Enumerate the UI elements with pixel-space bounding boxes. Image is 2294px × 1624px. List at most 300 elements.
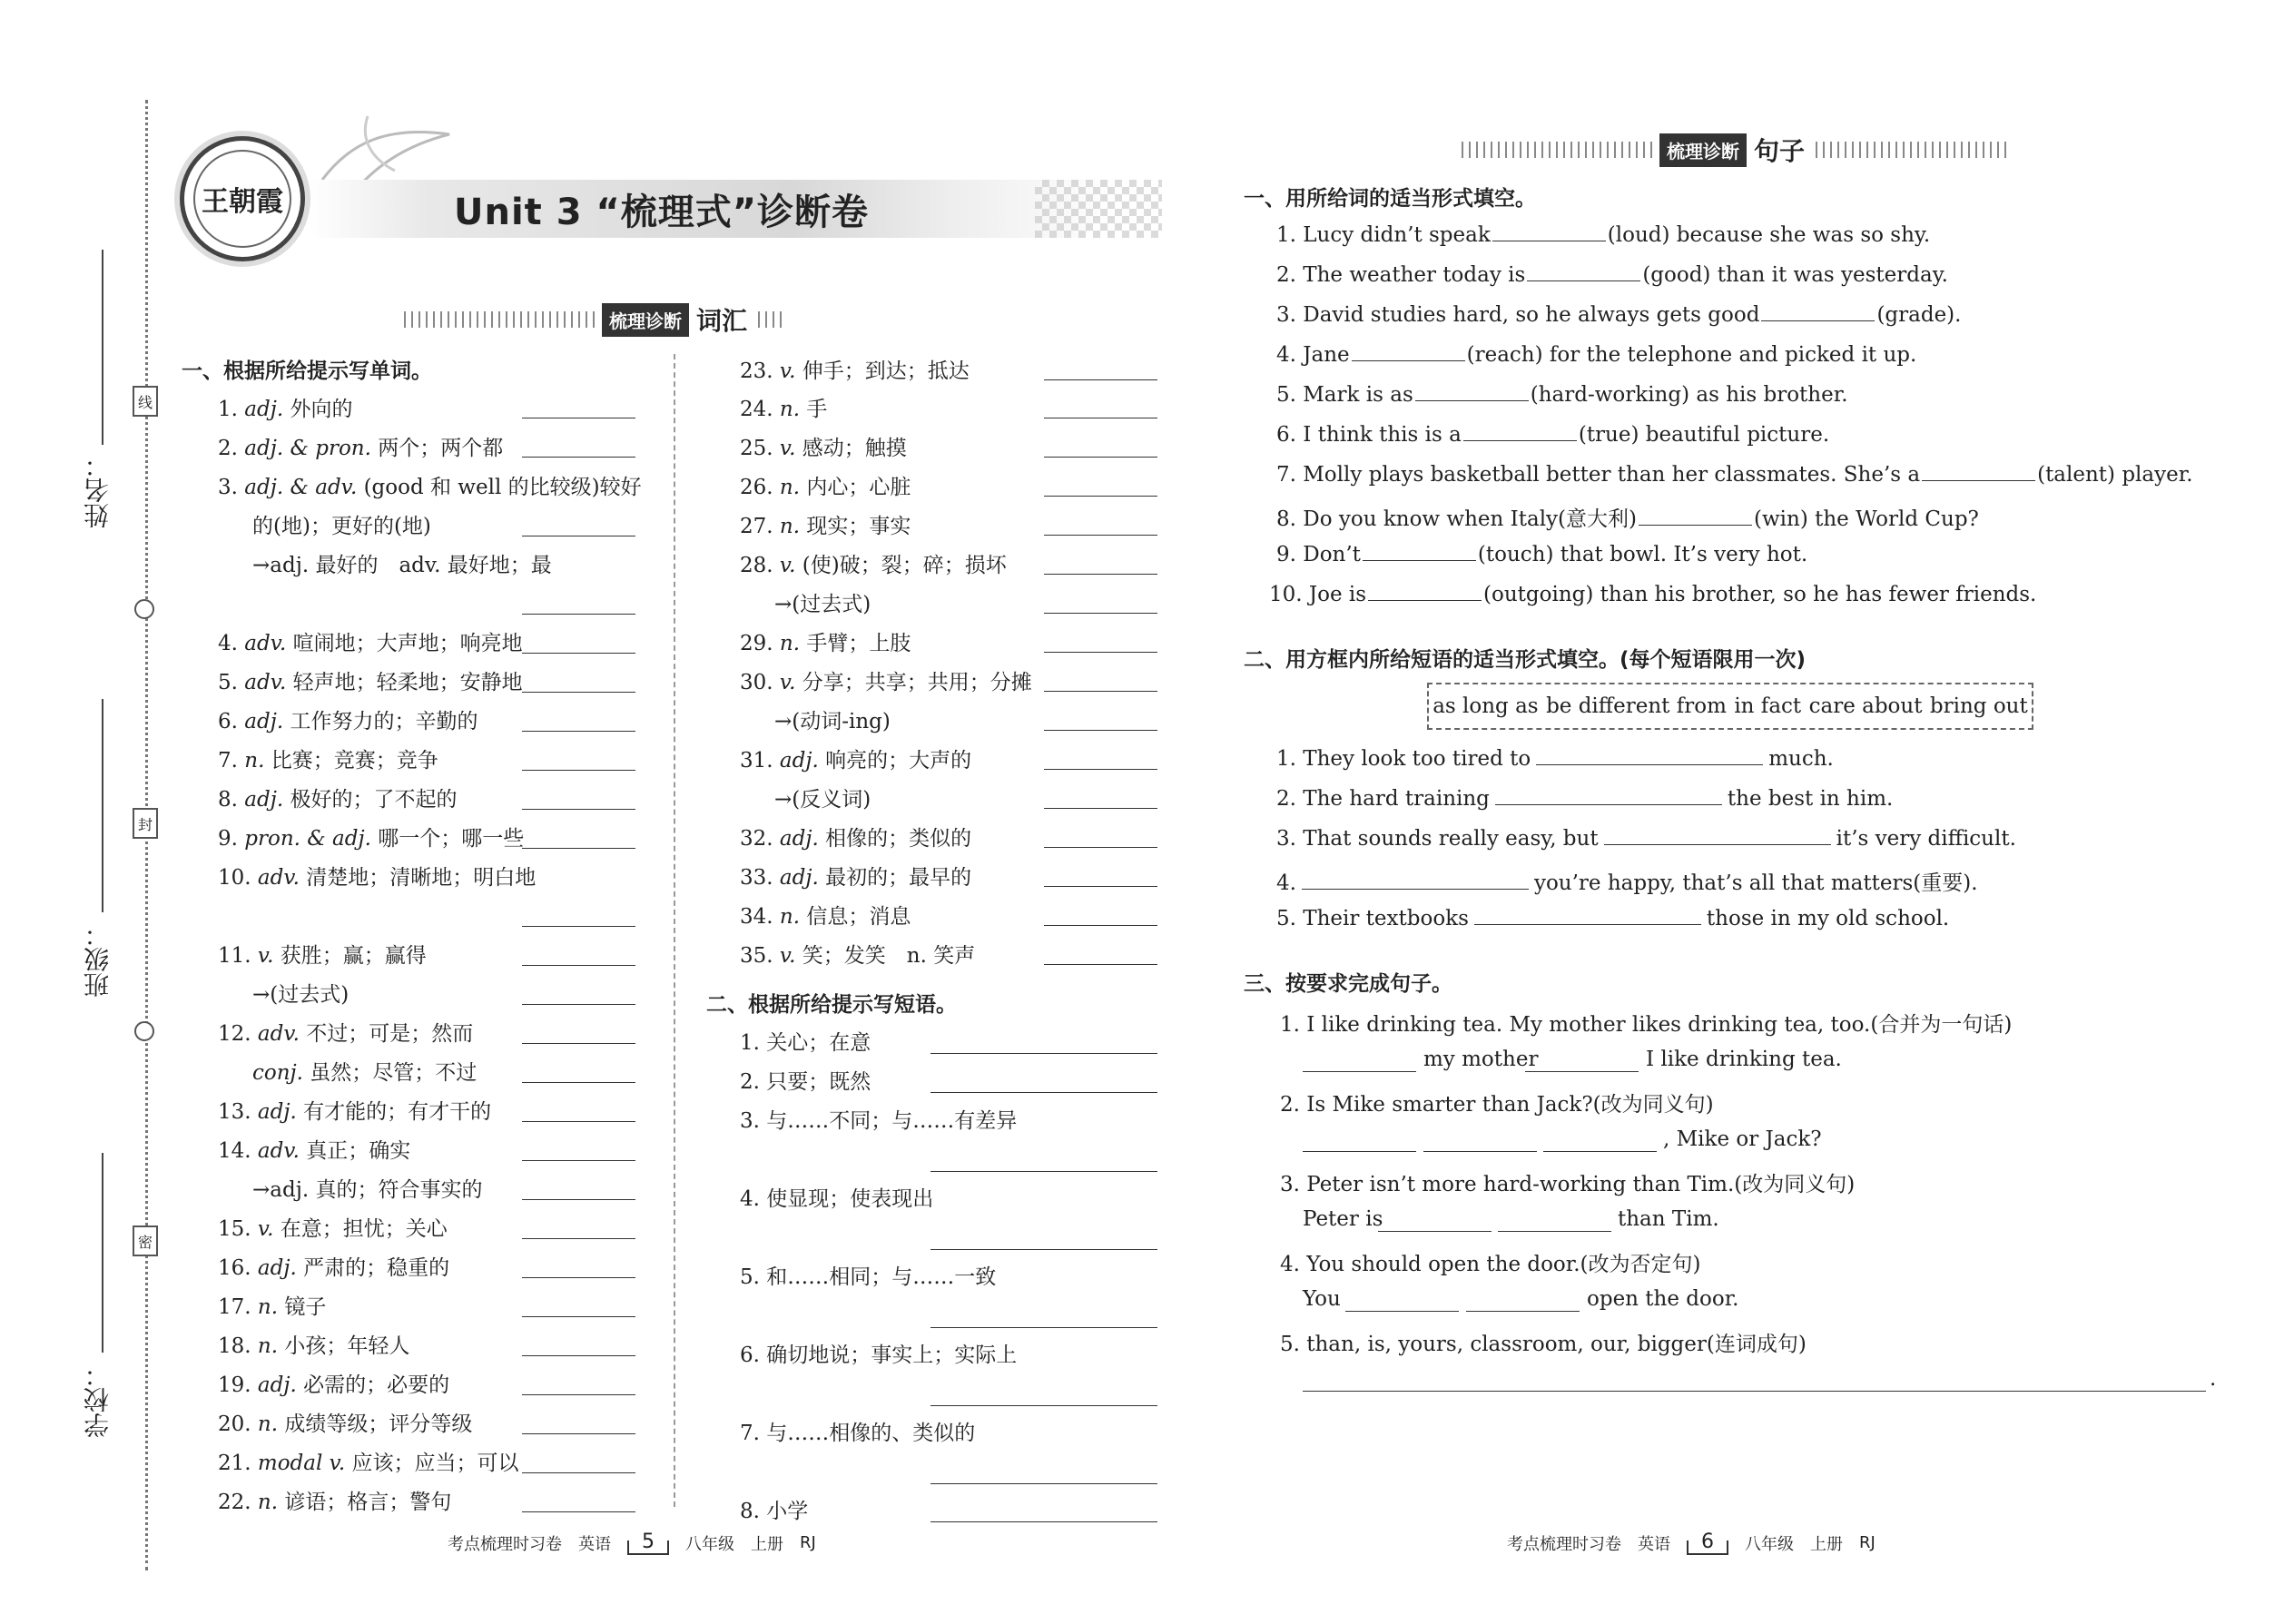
page-number: 6	[1687, 1530, 1728, 1555]
fill-item	[1276, 262, 1948, 287]
part-of-speech: adj.	[257, 1100, 297, 1124]
item-number: 33.	[740, 866, 780, 890]
sentence-after: the best in him.	[1727, 787, 1894, 811]
item-meaning: 谚语；格言；警句	[284, 1491, 452, 1514]
answer-blank[interactable]	[522, 848, 635, 849]
item-number: 15.	[218, 1217, 258, 1241]
answer-blank[interactable]	[1536, 746, 1763, 765]
answer-blank[interactable]	[930, 1092, 1157, 1093]
footer-grade: 八年级	[1745, 1534, 1794, 1554]
answer-blank[interactable]	[522, 1082, 635, 1083]
phrase-option: be different from	[1546, 694, 1727, 718]
item-number: 17.	[218, 1295, 258, 1319]
answer-blank[interactable]	[1527, 262, 1640, 281]
sentence-after: (grade).	[1876, 303, 1962, 327]
answer-blank[interactable]	[1498, 1231, 1611, 1232]
item-number: 30.	[740, 671, 780, 694]
item-number: 11.	[218, 944, 258, 968]
answer-blank[interactable]	[1044, 652, 1157, 653]
fill-item	[1276, 786, 1893, 811]
item-meaning: 清楚地；清晰地；明白地	[306, 866, 537, 890]
fill-item	[1276, 382, 1848, 407]
footer-subject: 英语	[578, 1534, 611, 1554]
sentence-before: 1. Lucy didn’t speak	[1276, 223, 1491, 247]
item-number: 12.	[218, 1022, 258, 1046]
vocab-item	[252, 1173, 482, 1203]
answer-blank[interactable]	[522, 1277, 635, 1278]
name-label: 姓名：	[83, 452, 113, 528]
phrase-option: care about	[1808, 694, 1923, 718]
item-number: 22.	[218, 1491, 258, 1514]
vocab-item	[218, 470, 642, 500]
answer-blank[interactable]	[522, 1160, 635, 1161]
item-number: 29.	[740, 632, 780, 655]
sentence-before: 6. I think this is a	[1276, 423, 1462, 447]
phrase-item: 4. 使显现；使表现出	[740, 1187, 934, 1211]
sentence-after: (good) than it was yesterday.	[1642, 263, 1948, 287]
part-of-speech: n.	[779, 476, 801, 499]
task-prompt: 2. Is Mike smarter than Jack?(改为同义句)	[1280, 1093, 1714, 1117]
answer-blank[interactable]	[522, 1511, 635, 1512]
vocab-item	[740, 548, 1007, 578]
binding-hole	[134, 599, 154, 619]
vocab-item	[740, 665, 1032, 695]
vocab-item	[774, 587, 871, 617]
answer-blank[interactable]	[1639, 507, 1752, 526]
part-of-speech: adj. & pron.	[244, 437, 371, 460]
task-text: than Tim.	[1618, 1207, 1719, 1231]
part-of-speech: adj.	[779, 749, 819, 773]
answer-blank[interactable]	[522, 653, 635, 654]
vocab-item	[218, 431, 503, 461]
item-meaning: 手臂；上肢	[806, 632, 911, 655]
answer-blank[interactable]	[1044, 691, 1157, 692]
answer-blank[interactable]	[522, 1121, 635, 1122]
answer-blank[interactable]	[1303, 1071, 1416, 1072]
answer-blank[interactable]	[522, 965, 635, 966]
answer-blank[interactable]	[1525, 1071, 1639, 1072]
answer-blank[interactable]	[930, 1521, 1157, 1522]
item-number: 13.	[218, 1100, 258, 1124]
part-of-speech: adj.	[244, 710, 284, 733]
item-number: 1.	[218, 398, 245, 421]
item-number: 16.	[218, 1256, 258, 1280]
part-of-speech: v.	[257, 944, 274, 968]
fill-item	[1276, 342, 1916, 367]
item-number: 5.	[218, 671, 245, 694]
vocab-item	[218, 1251, 449, 1281]
section-word: 句子	[1754, 136, 1806, 166]
sentence-before: 3. David studies hard, so he always gets good	[1276, 303, 1760, 327]
answer-blank[interactable]	[522, 731, 635, 732]
item-meaning: →(过去式)	[252, 983, 350, 1007]
part-of-speech: n.	[244, 749, 265, 773]
part-of-speech: n.	[257, 1295, 279, 1319]
item-number: 25.	[740, 437, 780, 460]
part-of-speech: n.	[257, 1412, 279, 1436]
answer-blank[interactable]	[1044, 769, 1157, 770]
vocab-item	[740, 470, 911, 500]
item-number: 3.	[218, 476, 245, 499]
answer-blank[interactable]	[1466, 1311, 1580, 1312]
vocab-item	[218, 1446, 519, 1476]
answer-blank[interactable]	[1044, 379, 1157, 380]
item-meaning: 小孩；年轻人	[284, 1334, 410, 1358]
sentence-after: much.	[1768, 747, 1834, 771]
item-number: 8.	[218, 788, 245, 812]
item-meaning: 最初的；最早的	[825, 866, 972, 890]
vocab-item	[218, 743, 438, 773]
answer-blank[interactable]	[522, 1043, 635, 1044]
sentence-before: 2. The weather today is	[1276, 263, 1526, 287]
item-meaning: 镜子	[284, 1295, 327, 1319]
item-number: 31.	[740, 749, 780, 773]
vocab-item	[218, 1368, 449, 1398]
phrase-option: bring out	[1929, 694, 2028, 718]
answer-blank[interactable]	[1543, 1151, 1657, 1152]
part-of-speech: conj.	[252, 1061, 303, 1085]
answer-blank[interactable]	[522, 770, 635, 771]
item-meaning: 分享；共享；共用；分摊	[802, 671, 1032, 694]
fill-item	[1276, 866, 1978, 896]
item-number: 24.	[740, 398, 780, 421]
item-number: 7.	[218, 749, 245, 773]
answer-blank[interactable]	[1495, 786, 1722, 805]
vocab-item	[740, 626, 911, 656]
part-of-speech: adj.	[244, 398, 284, 421]
sentence-after: (true) beautiful picture.	[1578, 423, 1830, 447]
sentence-before: 3. That sounds really easy, but	[1276, 827, 1599, 851]
answer-blank[interactable]	[930, 1171, 1157, 1172]
tick-decoration	[758, 311, 783, 328]
item-meaning: 响亮的；大声的	[825, 749, 972, 773]
answer-blank[interactable]	[522, 1316, 635, 1317]
item-meaning: 两个；两个都	[378, 437, 504, 460]
part-of-speech: v.	[779, 554, 796, 577]
item-meaning: →(反义词)	[774, 788, 871, 812]
item-number: 19.	[218, 1373, 258, 1397]
item-meaning: 外向的	[290, 398, 353, 421]
answer-blank[interactable]	[1423, 1151, 1537, 1152]
answer-blank[interactable]	[522, 1199, 635, 1200]
answer-blank[interactable]	[1303, 1151, 1416, 1152]
phrase-item: 3. 与……不同；与……有差异	[740, 1109, 1018, 1133]
vocab-item	[218, 1290, 326, 1320]
item-meaning: 必需的；必要的	[303, 1373, 450, 1397]
vocab-item	[252, 548, 552, 578]
item-number: 28.	[740, 554, 780, 577]
fill-item	[1276, 906, 1949, 930]
answer-blank[interactable]	[1363, 542, 1476, 561]
item-number: 23.	[740, 359, 780, 383]
item-number: 34.	[740, 905, 780, 929]
answer-blank[interactable]	[1345, 1311, 1459, 1312]
sentence-before: 9. Don’t	[1276, 543, 1361, 566]
answer-blank[interactable]	[1044, 457, 1157, 458]
answer-blank[interactable]	[522, 1472, 635, 1473]
vocab-item	[218, 392, 352, 422]
vocab-item	[252, 1056, 477, 1086]
fill-item	[1269, 582, 2036, 606]
part-of-speech: n.	[257, 1491, 279, 1514]
answer-blank[interactable]	[522, 926, 635, 927]
vocab-item	[218, 782, 457, 812]
item-meaning: →adj. 最好的 adv. 最好地；最	[252, 554, 552, 577]
item-meaning: 在意；担忧；关心	[280, 1217, 448, 1241]
answer-blank[interactable]	[1368, 582, 1482, 601]
answer-blank[interactable]	[522, 1004, 635, 1005]
item-number: 32.	[740, 827, 780, 851]
vocab-item	[740, 392, 827, 422]
vocab-item	[218, 822, 524, 851]
checker-decoration	[1035, 180, 1162, 238]
left-footer	[448, 1530, 816, 1555]
section-tag: 梳理诊断	[602, 303, 689, 337]
footer-book: 考点梳理时习卷	[448, 1534, 562, 1554]
part-of-speech: v.	[779, 359, 796, 383]
part-of-speech: v.	[779, 437, 796, 460]
answer-blank[interactable]	[1044, 847, 1157, 848]
part-of-speech: n.	[779, 632, 801, 655]
vocab-item	[218, 939, 427, 969]
item-number: 14.	[218, 1139, 258, 1163]
vocab-item	[218, 1017, 473, 1047]
vocab-item	[218, 665, 523, 695]
name-field[interactable]	[102, 250, 103, 445]
right-footer	[1507, 1530, 1876, 1555]
vocab-item	[740, 861, 971, 891]
item-meaning: (good 和 well 的比较级)较好	[363, 476, 642, 499]
sentence-after: (hard-working) as his brother.	[1530, 383, 1848, 407]
answer-blank[interactable]	[930, 1405, 1157, 1406]
phrase-item: 5. 和……相同；与……一致	[740, 1265, 997, 1289]
item-meaning: 真正；确实	[306, 1139, 411, 1163]
answer-blank[interactable]	[1044, 808, 1157, 809]
footer-edition: RJ	[1859, 1533, 1876, 1552]
item-meaning: 笑；发笑 n. 笑声	[802, 944, 976, 968]
phrase-item: 2. 只要；既然	[740, 1070, 871, 1094]
item-meaning: 哪一个；哪一些	[378, 827, 525, 851]
answer-blank[interactable]	[522, 1238, 635, 1239]
item-meaning: 内心；心脏	[806, 476, 911, 499]
sentence-before: 4.	[1276, 871, 1296, 895]
item-number: 21.	[218, 1452, 258, 1475]
answer-blank[interactable]	[1044, 964, 1157, 965]
binding-hole	[134, 1021, 154, 1041]
sentence-before: 1. They look too tired to	[1276, 747, 1531, 771]
vocab-item	[740, 900, 911, 930]
vocab-part1-title: 一、根据所给提示写单词。	[182, 359, 432, 383]
vocab-item	[218, 1407, 472, 1437]
item-number: 2.	[218, 437, 245, 460]
sentence-after: (win) the World Cup?	[1754, 507, 1979, 531]
item-meaning: 的(地)；更好的(地)	[252, 515, 431, 538]
part-of-speech: adv.	[244, 632, 287, 655]
item-number: 27.	[740, 515, 780, 538]
sentence-before: 5. Their textbooks	[1276, 907, 1469, 930]
phrase-box	[1427, 683, 2033, 730]
answer-blank[interactable]	[522, 1394, 635, 1395]
part-of-speech: adj.	[244, 788, 284, 812]
vocab-item	[218, 1485, 451, 1515]
item-meaning: 应该；应当；可以	[351, 1452, 519, 1475]
sentence-part2-title: 二、用方框内所给短语的适当形式填空。(每个短语限用一次)	[1244, 648, 1807, 672]
section-word: 词汇	[696, 306, 748, 336]
fill-item	[1276, 502, 1979, 532]
answer-blank[interactable]	[1044, 925, 1157, 926]
item-meaning: 有才能的；有才干的	[303, 1100, 492, 1124]
tick-decoration	[404, 311, 595, 328]
task-text: open the door.	[1587, 1287, 1739, 1311]
sentence-after: (talent) player.	[2037, 463, 2193, 487]
tick-decoration	[1816, 142, 2006, 158]
footer-grade: 八年级	[685, 1534, 734, 1554]
part-of-speech: pron. & adj.	[244, 827, 371, 851]
part-of-speech: n.	[257, 1334, 279, 1358]
phrase-item: 7. 与……相像的、类似的	[740, 1422, 976, 1445]
part-of-speech: adj.	[779, 866, 819, 890]
binding-mark-secret: 密	[133, 1225, 158, 1256]
sentence-section-header	[1462, 132, 2006, 168]
brand-logo	[180, 136, 305, 261]
part-of-speech: v.	[257, 1217, 274, 1241]
answer-blank[interactable]	[1352, 342, 1465, 361]
vocab-item	[218, 1095, 491, 1125]
phrase-option: in fact	[1734, 694, 1802, 718]
footer-volume: 上册	[751, 1534, 783, 1554]
phrase-item: 6. 确切地说；事实上；实际上	[740, 1343, 1018, 1367]
answer-blank[interactable]	[930, 1249, 1157, 1250]
school-label: 学校：	[83, 1362, 113, 1438]
footer-edition: RJ	[800, 1533, 816, 1552]
answer-blank[interactable]	[1044, 886, 1157, 887]
fill-item	[1276, 222, 1930, 247]
answer-blank[interactable]	[522, 457, 635, 458]
answer-blank[interactable]	[1044, 496, 1157, 497]
answer-blank-long[interactable]	[1303, 1391, 2206, 1392]
sentence-before: 8. Do you know when Italy(意大利)	[1276, 507, 1637, 531]
part-of-speech: adv.	[257, 866, 300, 890]
task-text: my mother	[1423, 1048, 1539, 1071]
page-title: Unit 3 “梳理式”诊断卷	[454, 192, 870, 233]
item-number: 35.	[740, 944, 780, 968]
item-meaning: 相像的；类似的	[825, 827, 972, 851]
answer-blank[interactable]	[522, 1433, 635, 1434]
item-meaning: 严肃的；稳重的	[303, 1256, 450, 1280]
vocab-item	[740, 822, 971, 851]
item-meaning: →(动词-ing)	[774, 710, 891, 733]
school-field[interactable]	[102, 1153, 103, 1353]
section-tag: 梳理诊断	[1659, 133, 1747, 167]
answer-blank[interactable]	[522, 1355, 635, 1356]
item-number: 6.	[218, 710, 245, 733]
fill-item	[1276, 542, 1807, 566]
part-of-speech: adv.	[244, 671, 287, 694]
answer-blank[interactable]	[1044, 613, 1157, 614]
page-number: 5	[627, 1530, 669, 1555]
answer-blank[interactable]	[522, 809, 635, 810]
brand-logo-text: 王朝霞	[193, 150, 291, 248]
answer-blank[interactable]	[1474, 906, 1701, 925]
fill-item	[1276, 422, 1829, 447]
task-text: I like drinking tea.	[1646, 1048, 1842, 1071]
phrase-item: 8. 小学	[740, 1500, 809, 1523]
sentence-before: 2. The hard training	[1276, 787, 1490, 811]
item-meaning: 获胜；赢；赢得	[280, 944, 427, 968]
fill-item	[1276, 826, 2016, 851]
item-meaning: (使)破；裂；碎；损坏	[802, 554, 1007, 577]
sentence-after: those in my old school.	[1706, 907, 1950, 930]
tick-decoration	[1462, 142, 1652, 158]
answer-blank[interactable]	[1761, 302, 1875, 321]
binding-mark-seal: 封	[133, 808, 158, 839]
item-meaning: 信息；消息	[806, 905, 911, 929]
vocab-item	[252, 509, 431, 539]
fill-item	[1276, 462, 2193, 487]
vocab-section-header	[404, 301, 783, 338]
item-meaning: 极好的；了不起的	[290, 788, 458, 812]
answer-blank[interactable]	[1044, 574, 1157, 575]
part-of-speech: v.	[779, 944, 796, 968]
answer-blank[interactable]	[1302, 871, 1529, 890]
vocab-item	[252, 978, 349, 1008]
item-meaning: 喧闹地；大声地；响亮地	[292, 632, 523, 655]
part-of-speech: adj.	[257, 1256, 297, 1280]
part-of-speech: n.	[779, 398, 801, 421]
vocab-item	[774, 704, 891, 734]
task-text: .	[2210, 1367, 2217, 1391]
answer-blank[interactable]	[1378, 1231, 1492, 1232]
sentence-before: 10. Joe is	[1269, 583, 1367, 606]
binding-mark-line: 线	[133, 386, 158, 417]
phrase-item: 1. 关心；在意	[740, 1031, 871, 1055]
vocab-item	[218, 861, 536, 891]
vocab-item	[218, 704, 478, 734]
vocab-item	[218, 1329, 409, 1359]
answer-blank[interactable]	[1604, 826, 1831, 845]
task-prompt: 1. I like drinking tea. My mother likes drinking tea, too.(合并为一句话)	[1280, 1013, 2013, 1037]
item-meaning: 不过；可是；然而	[306, 1022, 474, 1046]
answer-blank[interactable]	[930, 1327, 1157, 1328]
answer-blank[interactable]	[1492, 222, 1606, 241]
answer-blank[interactable]	[522, 614, 635, 615]
answer-blank[interactable]	[1463, 422, 1577, 441]
sentence-after: (outgoing) than his brother, so he has fewer friends.	[1483, 583, 2037, 606]
task-prompt: 5. than, is, yours, classroom, our, bigger(连词成句)	[1280, 1333, 1807, 1356]
task-prompt: 3. Peter isn’t more hard-working than Tim.(改为同义句)	[1280, 1173, 1856, 1196]
item-meaning: →(过去式)	[774, 593, 871, 616]
answer-blank[interactable]	[1044, 730, 1157, 731]
footer-subject: 英语	[1638, 1534, 1670, 1554]
vocab-part2-title: 二、根据所给提示写短语。	[706, 993, 957, 1017]
vocab-item	[740, 743, 971, 773]
vocab-item	[740, 431, 907, 461]
sentence-before: 5. Mark is as	[1276, 383, 1413, 407]
answer-blank[interactable]	[1922, 462, 2035, 481]
phrase-option: as long as	[1433, 694, 1539, 718]
item-number: 18.	[218, 1334, 258, 1358]
item-meaning: 现实；事实	[806, 515, 911, 538]
answer-blank[interactable]	[930, 1053, 1157, 1054]
item-meaning: 工作努力的；辛勤的	[290, 710, 478, 733]
fill-item	[1276, 746, 1834, 771]
item-meaning: 轻声地；轻柔地；安静地	[292, 671, 523, 694]
class-field[interactable]	[102, 699, 103, 912]
answer-blank[interactable]	[522, 692, 635, 693]
answer-blank[interactable]	[1044, 535, 1157, 536]
answer-blank[interactable]	[930, 1483, 1157, 1484]
answer-blank[interactable]	[1415, 382, 1529, 401]
